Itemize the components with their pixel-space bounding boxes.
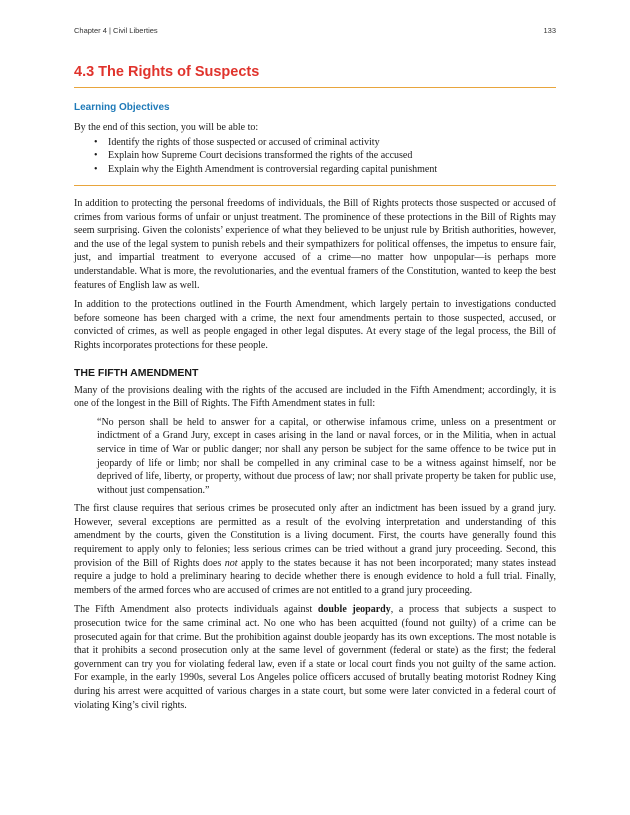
learning-objectives-list bbox=[74, 136, 556, 187]
section-title: 4.3 The Rights of Suspects bbox=[74, 62, 556, 88]
body-paragraph: Many of the provisions dealing with the rights of the accused are included in the Fifth Amendment; accordingly, it is one of the longest in the Bill of Rights. The Fifth Amendment states in full: bbox=[74, 384, 556, 410]
list-item bbox=[94, 163, 556, 177]
text-run: apply to the states because it has not been incorporated; many states instead require a judge to hold a preliminary hearing to decide whether there is enough evidence to hold a full trial. Finally, members of the armed forces who are accused of crimes are not entitled to a grand jury proceeding. bbox=[74, 557, 557, 596]
chapter-label: Chapter 4 | Civil Liberties bbox=[74, 26, 158, 35]
list-item bbox=[94, 149, 556, 163]
text-run: The first clause requires that serious crimes be prosecuted only after an indictment has been issued by a grand jury. However, several exceptions are permitted as a result of the evolving interpretation and understanding of this amendment by the courts, given the Constitution is a living document. First, the courts have generally found this requirement to apply only to felonies; less serious crimes can be tried without a grand jury proceeding. Second, this provision of the Bill of Rights does bbox=[74, 503, 556, 569]
learning-objectives-heading: Learning Objectives bbox=[74, 102, 170, 113]
text-run: , a process that subjects a suspect to prosecution twice for the same criminal act. No one who has been acquitted (found not guilty) of a crime can be prosecuted again for that crime. But the prohibition against double jeopardy has its own exceptions. The most notable is that it prohibits a second prosecution only at the same level of government (federal or state) as the first; the federal government can try you for violating federal law, even if a state or local court finds you not guilty of the same action. For example, in the early 1990s, several Los Angeles police officers accused of brutally beating motorist Rodney King during his arrest were acquitted of various charges in a state court, but some were later convicted in a federal court of violating King’s civil rights. bbox=[74, 604, 557, 711]
objective-text: Explain why the Eighth Amendment is controversial regarding capital punishment bbox=[108, 163, 438, 175]
main-content bbox=[74, 62, 556, 712]
objective-text: Explain how Supreme Court decisions transformed the rights of the accused bbox=[108, 150, 413, 161]
emphasis-text: not bbox=[224, 557, 238, 569]
page-number: 133 bbox=[543, 26, 556, 35]
body-paragraph bbox=[74, 603, 556, 712]
body-paragraph: In addition to protecting the personal freedoms of individuals, the Bill of Rights protects those suspected or accused of crimes from various forms of unfair or unjust treatment. The prominence of these protections in the Bill of Rights may seem surprising. Given the colonists’ experience of what they believed to be unjust rule by British authorities, however, and the use of the legal system to punish rebels and their sympathizers for political offenses, the impetus to ensure fair, just, and impartial treatment to everyone accused of a crime—no matter how unpopular—is perhaps more understandable. What is more, the revolutionaries, and the eventual framers of the Constitution, wanted to keep the best features of English law as well. bbox=[74, 198, 556, 291]
text-run: The Fifth Amendment also protects individuals against bbox=[74, 604, 318, 616]
learning-objectives-box bbox=[74, 101, 556, 186]
bullet-icon: • bbox=[94, 163, 98, 175]
body-paragraph bbox=[74, 502, 556, 597]
running-header bbox=[74, 26, 556, 38]
subsection-heading: THE FIFTH AMENDMENT bbox=[74, 366, 199, 379]
objective-text: Identify the rights of those suspected or accused of criminal activity bbox=[108, 136, 380, 148]
bullet-icon: • bbox=[94, 136, 98, 148]
bullet-icon: • bbox=[94, 150, 98, 161]
body-paragraph: In addition to the protections outlined in the Fourth Amendment, which largely pertain to investigations conducted before someone has been charged with a crime, the next four amendments pertain to those suspected, accused, or convicted of crimes, as well as people engaged in other legal disputes. At every stage of the legal process, the Bill of Rights incorporates protections for these people. bbox=[74, 299, 556, 351]
list-item bbox=[94, 136, 556, 150]
block-quote: “No person shall be held to answer for a capital, or otherwise infamous crime, unless on a presentment or indictment of a Grand Jury, except in cases arising in the land or naval forces, or in the Militia, when in actual service in time of War or public danger; nor shall any person be subject for the same offence to be twice put in jeopardy of life or limb; nor shall be compelled in any criminal case to be a witness against himself, nor be deprived of life, liberty, or property, without due process of law; nor shall private property be taken for public use, without just compensation.” bbox=[97, 416, 556, 496]
key-term: double jeopardy bbox=[317, 604, 391, 616]
learning-objectives-intro: By the end of this section, you will be able to: bbox=[74, 122, 259, 133]
